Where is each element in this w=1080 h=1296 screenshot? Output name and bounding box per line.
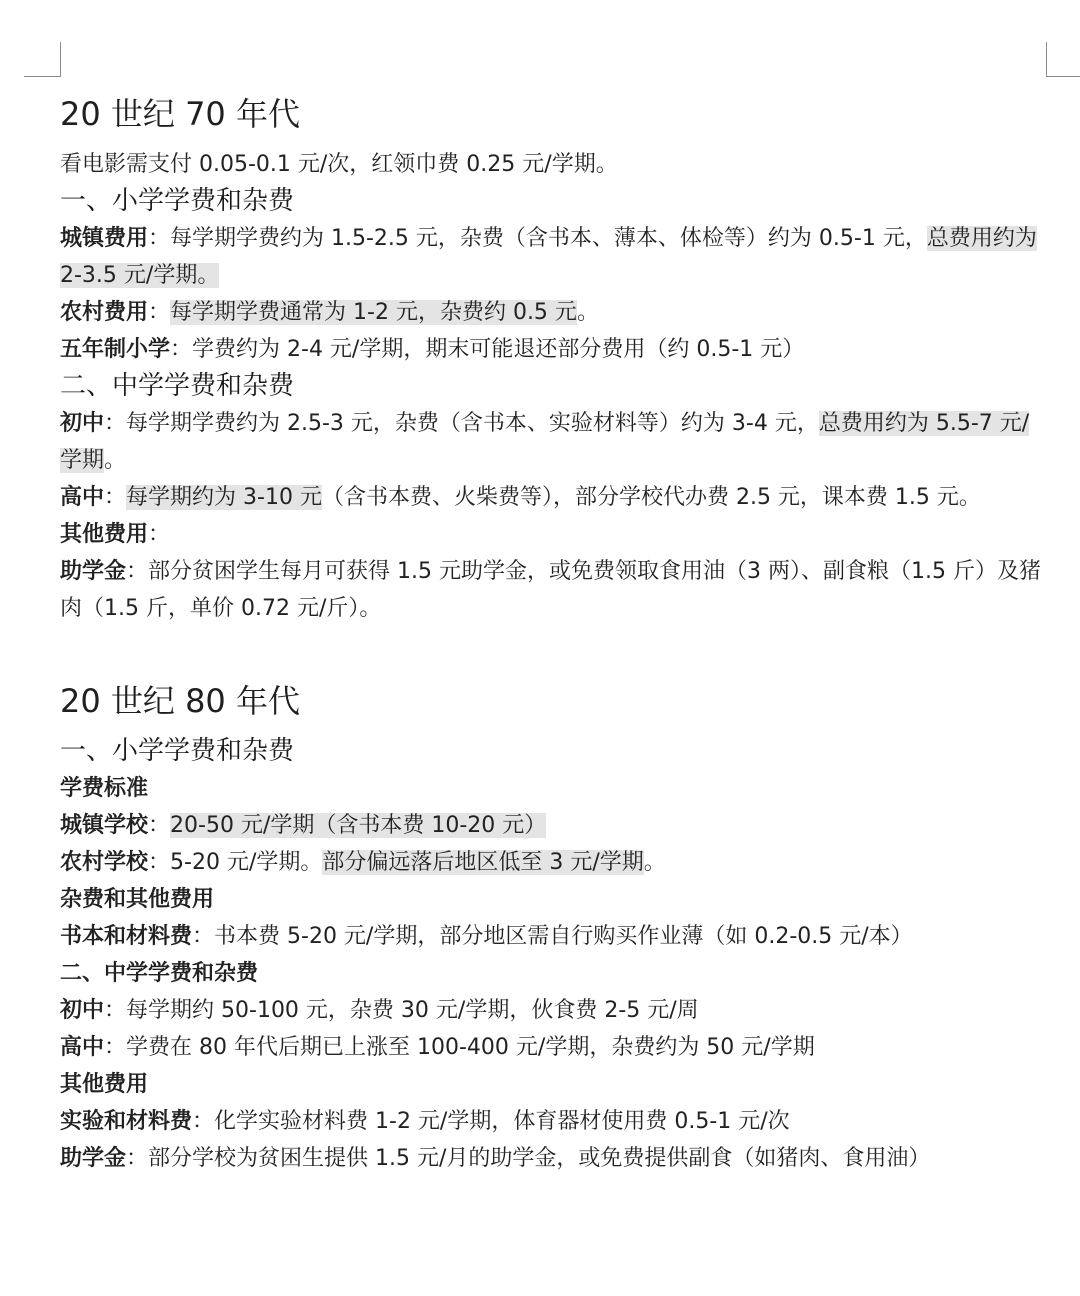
tuition-standard-label: 学费标准 xyxy=(60,776,149,801)
senior-high-paragraph-1980s xyxy=(60,1029,1050,1066)
section-primary-school-1980s: 一、小学学费和杂费 xyxy=(60,736,295,766)
rural-fees-paragraph xyxy=(60,294,1050,331)
junior-high-highlight-1970s: 总费用约为 5.5-7 元/学期 xyxy=(60,411,1030,473)
heading-1970s: 20 世纪 70 年代 xyxy=(60,95,300,133)
urban-fees-highlight: 总费用约为 2-3.5 元/学期。 xyxy=(60,226,1037,288)
page-corner-mark-top-left xyxy=(24,42,61,77)
books-materials-label: 书本和材料费 xyxy=(60,924,193,949)
junior-high-paragraph-1980s xyxy=(60,992,1050,1029)
heading-1980s: 20 世纪 80 年代 xyxy=(60,682,300,720)
misc-fees-label: 杂费和其他费用 xyxy=(60,887,215,912)
rural-school-label: 农村学校 xyxy=(60,850,149,875)
rural-fees-label: 农村费用 xyxy=(60,300,149,325)
junior-high-text-1980s: ：每学期约 50-100 元，杂费 30 元/学期，伙食费 2-5 元/周 xyxy=(104,998,699,1023)
aid-paragraph-1980s xyxy=(60,1140,1050,1177)
urban-school-highlight: 20-50 元/学期（含书本费 10-20 元） xyxy=(170,813,547,838)
urban-fees-text: ：每学期学费约为 1.5-2.5 元，杂费（含书本、薄本、体检等）约为 0.5-1 元， xyxy=(148,226,927,251)
other-fees-label-1970s: 其他费用 xyxy=(60,522,149,547)
senior-high-text-1970s: （含书本费、火柴费等），部分学校代办费 2.5 元，课本费 1.5 元。 xyxy=(321,485,981,510)
junior-high-end-1970s: 。 xyxy=(104,448,127,473)
aid-paragraph-1970s xyxy=(60,553,1050,627)
page-corner-mark-top-right xyxy=(1046,42,1080,77)
five-year-primary-label: 五年制小学 xyxy=(60,337,171,362)
five-year-primary-paragraph xyxy=(60,331,1050,368)
rural-school-paragraph xyxy=(60,844,1050,881)
lab-materials-paragraph xyxy=(60,1103,1050,1140)
books-materials-text: ：书本费 5-20 元/学期，部分地区需自行购买作业薄（如 0.2-0.5 元/本） xyxy=(192,924,913,949)
section-middle-school-1970s: 二、中学学费和杂费 xyxy=(60,371,295,401)
senior-high-paragraph-1970s xyxy=(60,479,1050,516)
other-fees-label-1980s: 其他费用 xyxy=(60,1072,149,1097)
lab-materials-label: 实验和材料费 xyxy=(60,1109,193,1134)
rural-school-highlight: 部分偏远落后地区低至 3 元/学期 xyxy=(322,850,644,875)
urban-school-paragraph xyxy=(60,807,1050,844)
urban-school-label: 城镇学校 xyxy=(60,813,149,838)
books-materials-paragraph xyxy=(60,918,1050,955)
aid-text-1980s: ：部分学校为贫困生提供 1.5 元/月的助学金，或免费提供副食（如猪肉、食用油） xyxy=(126,1146,931,1171)
junior-high-paragraph-1970s xyxy=(60,405,1050,479)
rural-school-text: ：5-20 元/学期。 xyxy=(148,850,323,875)
senior-high-label-1980s: 高中 xyxy=(60,1035,105,1060)
lab-materials-text: ：化学实验材料费 1-2 元/学期，体育器材使用费 0.5-1 元/次 xyxy=(192,1109,790,1134)
rural-fees-highlight: 每学期学费通常为 1-2 元，杂费约 0.5 元 xyxy=(170,300,577,325)
rural-school-end: 。 xyxy=(643,850,666,875)
junior-high-label-1970s: 初中 xyxy=(60,411,105,436)
section-primary-school-1970s: 一、小学学费和杂费 xyxy=(60,186,295,216)
aid-label-1980s: 助学金 xyxy=(60,1146,127,1171)
junior-high-label-1980s: 初中 xyxy=(60,998,105,1023)
senior-high-label-1970s: 高中 xyxy=(60,485,105,510)
section-middle-school-1980s: 二、中学学费和杂费 xyxy=(60,961,259,986)
senior-high-colon-1970s: ： xyxy=(104,485,127,510)
urban-fees-label: 城镇费用 xyxy=(60,226,149,251)
other-fees-heading-1970s xyxy=(60,516,1050,553)
aid-label-1970s: 助学金 xyxy=(60,559,127,584)
intro-paragraph: 看电影需支付 0.05-0.1 元/次，红领巾费 0.25 元/学期。 xyxy=(60,152,618,177)
urban-school-colon: ： xyxy=(148,813,171,838)
five-year-primary-text: ：学费约为 2-4 元/学期，期末可能退还部分费用（约 0.5-1 元） xyxy=(170,337,805,362)
other-fees-colon-1970s: ： xyxy=(148,522,171,547)
senior-high-text-1980s: ：学费在 80 年代后期已上涨至 100-400 元/学期，杂费约为 50 元/学期 xyxy=(104,1035,815,1060)
document-page xyxy=(60,90,1050,1177)
junior-high-text-1970s: ：每学期学费约为 2.5-3 元，杂费（含书本、实验材料等）约为 3-4 元， xyxy=(104,411,819,436)
rural-fees-colon: ： xyxy=(148,300,171,325)
senior-high-highlight-1970s: 每学期约为 3-10 元 xyxy=(126,485,322,510)
aid-text-1970s: ：部分贫困学生每月可获得 1.5 元助学金，或免费领取食用油（3 两）、副食粮（1.5 斤）及猪肉（1.5 斤，单价 0.72 元/斤）。 xyxy=(60,559,1041,621)
urban-fees-paragraph xyxy=(60,220,1050,294)
rural-fees-end: 。 xyxy=(576,300,599,325)
